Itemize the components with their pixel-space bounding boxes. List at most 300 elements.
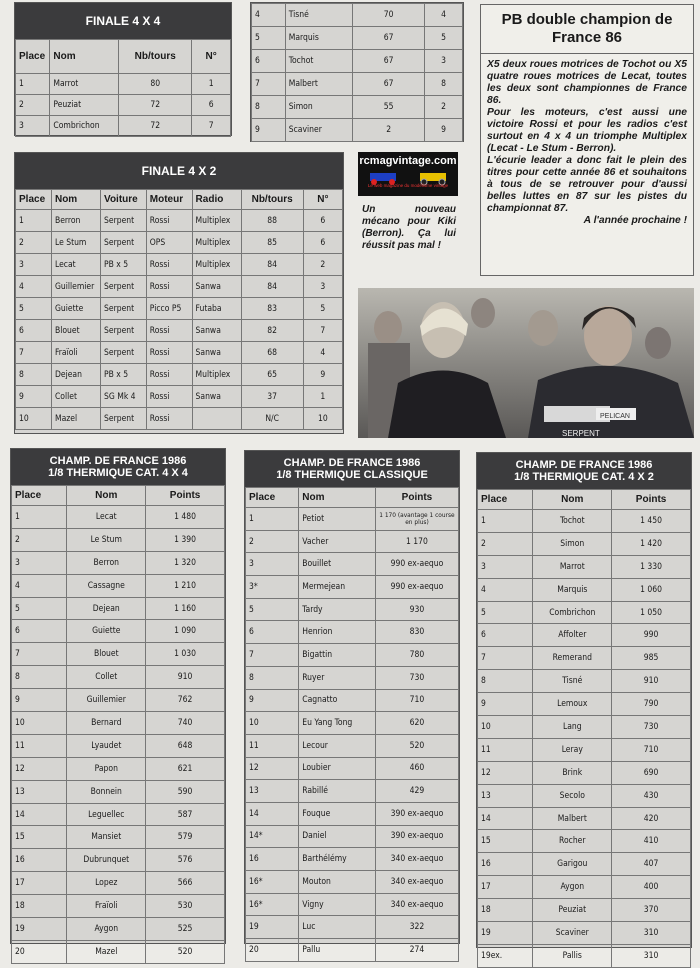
champ-classique-row [246, 644, 459, 667]
champ-4x4-cell: 16 [12, 849, 67, 872]
finale-4x2-cell: 1 [16, 210, 52, 232]
champ-4x4-row [12, 940, 225, 963]
champ-4x4-cell: 15 [12, 826, 67, 849]
finale-4x4-cont-cell: 67 [353, 50, 425, 73]
champ-4x4-cell: 590 [146, 780, 225, 803]
finale-4x4-cell: Peuziat [50, 95, 119, 116]
champ-4x2-row [478, 830, 691, 853]
finale-4x4-cont-cell: Tochot [285, 50, 353, 73]
champ-classique-cell: Mermejean [299, 576, 376, 599]
champ-4x2-cell: 2 [478, 532, 533, 555]
champ-classique-cell: 322 [375, 916, 458, 939]
finale-4x4-cont-cell: 2 [353, 119, 425, 142]
champ-4x2-cell: 19ex. [478, 944, 533, 967]
champ-classique-row [246, 508, 459, 531]
finale-4x2-cell: Sanwa [192, 386, 241, 408]
champ-classique-cell: 1 170 [375, 530, 458, 553]
champ-4x4-column-header: Nom [67, 486, 146, 506]
champ-classique-cell: 14* [246, 825, 299, 848]
champ-classique-title-line1: CHAMP. DE FRANCE 1986 [283, 457, 421, 469]
champ-classique-row [246, 576, 459, 599]
champ-4x2-cell: Secolo [533, 784, 612, 807]
champ-4x2-row [478, 601, 691, 624]
finale-4x4-cont-cell: Malbert [285, 73, 353, 96]
champ-classique-row [246, 916, 459, 939]
finale-4x4-cont-cell: Tisné [285, 4, 353, 27]
champ-4x2-cell: 410 [612, 830, 691, 853]
champ-classique-row [246, 802, 459, 825]
finale-4x4-cont-cell: 3 [425, 50, 463, 73]
finale-4x2-cell: 7 [303, 320, 342, 342]
champ-4x2-cell: 1 [478, 510, 533, 533]
caption-text: Un nouveau mécano pour Kiki (Berron). Ça lui réussit pas mal ! [362, 204, 456, 251]
champ-4x2-row [478, 510, 691, 533]
champ-4x2-row [478, 532, 691, 555]
champ-4x2-cell: 7 [478, 647, 533, 670]
champ-classique-cell: 10 [246, 712, 299, 735]
champ-classique-cell: 12 [246, 757, 299, 780]
champ-4x4-cell: Guiette [67, 620, 146, 643]
champ-4x2-cell: Combrichon [533, 601, 612, 624]
champ-4x4-title-line2: 1/8 THERMIQUE CAT. 4 X 4 [48, 467, 188, 479]
finale-4x2-cell: SG Mk 4 [101, 386, 147, 408]
finale-4x2-cell: 6 [16, 320, 52, 342]
champ-4x4-cell: Collet [67, 666, 146, 689]
champ-4x2-cell: 1 050 [612, 601, 691, 624]
champ-classique-cell: 3 [246, 553, 299, 576]
champ-4x4-row [12, 918, 225, 941]
champ-4x4-row [12, 780, 225, 803]
champ-classique-column-header: Place [246, 488, 299, 508]
finale-4x2-cell: PB x 5 [101, 254, 147, 276]
champ-4x2-cell: Tochot [533, 510, 612, 533]
finale-4x2-cell: 7 [16, 342, 52, 364]
champ-4x2-cell: 910 [612, 670, 691, 693]
champ-classique-cell: 14 [246, 802, 299, 825]
champ-classique-column-header: Points [375, 488, 458, 508]
champ-4x4-row [12, 551, 225, 574]
champ-4x4-cell: Dejean [67, 597, 146, 620]
champ-4x2-header [477, 453, 691, 489]
article-box [480, 4, 694, 276]
finale-4x4-cont-cell: Scaviner [285, 119, 353, 142]
finale-4x2-column-header: Nom [51, 190, 100, 210]
finale-4x2-cell: Collet [51, 386, 100, 408]
finale-4x2-cell: Rossi [146, 408, 192, 430]
finale-4x4-cont-row [252, 119, 463, 142]
finale-4x2-cell: Sanwa [192, 320, 241, 342]
finale-4x2-cell: 82 [241, 320, 303, 342]
champ-4x2-row [478, 922, 691, 945]
champ-4x4-cell: Bernard [67, 712, 146, 735]
finale-4x2-cell: Sanwa [192, 276, 241, 298]
champ-classique-cell: 930 [375, 598, 458, 621]
champ-4x2-cell: 730 [612, 716, 691, 739]
finale-4x4-column-header: Nb/tours [119, 40, 192, 74]
champ-classique-cell: 16* [246, 871, 299, 894]
champ-4x4-cell: 566 [146, 872, 225, 895]
finale-4x4-cont-cell: 9 [252, 119, 286, 142]
finale-4x4-cont-cell: Marquis [285, 27, 353, 50]
champ-classique-cell: Henrion [299, 621, 376, 644]
champ-4x4-cell: Berron [67, 551, 146, 574]
finale-4x2-cell: 6 [303, 232, 342, 254]
champ-classique-cell: 520 [375, 734, 458, 757]
champ-4x2-cell: Garigou [533, 853, 612, 876]
champ-4x4-cell: 1 320 [146, 551, 225, 574]
champ-4x2-cell: 11 [478, 738, 533, 761]
finale-4x4-cell: 6 [192, 95, 231, 116]
champ-4x2-row [478, 761, 691, 784]
finale-4x2-column-header: Moteur [146, 190, 192, 210]
champ-4x4-row [12, 574, 225, 597]
champ-classique-cell: 340 ex-aequo [375, 893, 458, 916]
finale-4x2-cell: Serpent [101, 342, 147, 364]
champ-classique-row [246, 825, 459, 848]
badge-text: PELICAN [600, 413, 630, 420]
champ-4x4-header-row [12, 486, 225, 506]
champ-classique-row [246, 780, 459, 803]
finale-4x2-cell: 8 [16, 364, 52, 386]
champ-4x4-row [12, 528, 225, 551]
champ-4x4-column-header: Points [146, 486, 225, 506]
champ-4x2-cell: 310 [612, 944, 691, 967]
champ-4x2-cell: Affolter [533, 624, 612, 647]
champ-classique-cell: Rabillé [299, 780, 376, 803]
champ-4x2-row [478, 555, 691, 578]
champ-4x2-cell: 8 [478, 670, 533, 693]
champ-4x2-title-line1: CHAMP. DE FRANCE 1986 [515, 459, 653, 471]
champ-classique-cell: Loubier [299, 757, 376, 780]
champ-4x4-cell: 2 [12, 528, 67, 551]
champ-classique-cell: Vigny [299, 893, 376, 916]
champ-classique-cell: 710 [375, 689, 458, 712]
champ-4x4-cell: 648 [146, 734, 225, 757]
champ-4x4-header [11, 449, 225, 485]
champ-4x2-cell: 12 [478, 761, 533, 784]
champ-4x4-cell: Fraïoli [67, 895, 146, 918]
champ-4x4-cell: 3 [12, 551, 67, 574]
champ-4x2-cell: 14 [478, 807, 533, 830]
finale-4x2-cell: OPS [146, 232, 192, 254]
finale-4x2-cell: 5 [303, 298, 342, 320]
champ-4x4-row [12, 872, 225, 895]
finale-4x4-row [16, 74, 231, 95]
finale-4x4-cont-cell: 2 [425, 96, 463, 119]
champ-classique-cell: 730 [375, 666, 458, 689]
champ-4x4-cell: 6 [12, 620, 67, 643]
finale-4x4-cont-cell: 4 [425, 4, 463, 27]
finale-4x2-cell: Futaba [192, 298, 241, 320]
champ-4x2-cell: Aygon [533, 876, 612, 899]
finale-4x2-cell: 88 [241, 210, 303, 232]
champ-4x4-cell: 11 [12, 734, 67, 757]
finale-4x2-cell: 83 [241, 298, 303, 320]
champ-4x2-cell: Malbert [533, 807, 612, 830]
finale-4x2-cell: Blouet [51, 320, 100, 342]
champ-classique-cell: 274 [375, 939, 458, 962]
champ-4x4-row [12, 895, 225, 918]
photo-caption [362, 204, 456, 274]
champ-classique-cell: 6 [246, 621, 299, 644]
champ-classique-row [246, 939, 459, 962]
finale-4x4-cont-cell: 4 [252, 4, 286, 27]
finale-4x4-cell: Combrichon [50, 116, 119, 137]
champ-4x4-table [10, 448, 226, 957]
finale-4x2-cell: Rossi [146, 320, 192, 342]
champ-4x2-row [478, 624, 691, 647]
champ-4x4-cell: 1 160 [146, 597, 225, 620]
champ-4x4-cell: 762 [146, 689, 225, 712]
champ-4x4-row [12, 620, 225, 643]
finale-4x2-cell: 5 [16, 298, 52, 320]
champ-4x2-cell: Peuziat [533, 899, 612, 922]
finale-4x2-cell: Rossi [146, 210, 192, 232]
finale-4x2-cell: Multiplex [192, 210, 241, 232]
champ-classique-cell: 13 [246, 780, 299, 803]
champ-4x2-cell: 407 [612, 853, 691, 876]
champ-4x2-cell: 420 [612, 807, 691, 830]
finale-4x2-header-row [16, 190, 343, 210]
champ-classique-cell: Lecour [299, 734, 376, 757]
champ-4x4-cell: Cassagne [67, 574, 146, 597]
finale-4x2-cell: 84 [241, 254, 303, 276]
finale-4x2-cell: Multiplex [192, 364, 241, 386]
champ-4x2-row [478, 876, 691, 899]
champ-4x2-column-header: Points [612, 490, 691, 510]
champ-4x4-cell: Guillemier [67, 689, 146, 712]
rcmagvintage-logo [358, 152, 458, 196]
champ-4x2-cell: Brink [533, 761, 612, 784]
finale-4x2-cell: Rossi [146, 342, 192, 364]
champ-classique-cell: 390 ex-aequo [375, 825, 458, 848]
article-paragraph-2: Pour les moteurs, c'est aussi une victoire Rossi et pour les radios c'est surtout en 4 x 4 un triomphe Multiplex (Lecat - Le Stum - Berron). [487, 107, 687, 154]
champ-classique-cell: 16* [246, 893, 299, 916]
champ-4x4-cell: Mansiet [67, 826, 146, 849]
champ-classique-cell: 340 ex-aequo [375, 871, 458, 894]
champ-4x4-row [12, 666, 225, 689]
finale-4x2-cell: 3 [303, 276, 342, 298]
champ-4x2-cell: 370 [612, 899, 691, 922]
champ-classique-cell: 780 [375, 644, 458, 667]
champ-4x4-cell: 1 [12, 506, 67, 529]
champ-classique-cell: 390 ex-aequo [375, 802, 458, 825]
champ-classique-cell: 460 [375, 757, 458, 780]
finale-4x2-row [16, 210, 343, 232]
champ-4x2-cell: Rocher [533, 830, 612, 853]
finale-4x2-cell: Rossi [146, 254, 192, 276]
finale-4x2-cell: Serpent [101, 408, 147, 430]
champ-classique-column-header: Nom [299, 488, 376, 508]
finale-4x2-cell: Berron [51, 210, 100, 232]
champ-4x2-cell: Lemoux [533, 693, 612, 716]
champ-classique-header-row [246, 488, 459, 508]
finale-4x2-cell [192, 408, 241, 430]
finale-4x4-cont-cell: 7 [252, 73, 286, 96]
champ-classique-cell: Daniel [299, 825, 376, 848]
finale-4x2-cell: 9 [303, 364, 342, 386]
champ-4x4-cell: 18 [12, 895, 67, 918]
finale-4x4-cont-cell: 5 [425, 27, 463, 50]
champ-classique-cell: 20 [246, 939, 299, 962]
finale-4x4-title: FINALE 4 X 4 [15, 3, 231, 39]
finale-4x2-cell: 3 [16, 254, 52, 276]
champ-classique-row [246, 734, 459, 757]
finale-4x2-cell: Guiette [51, 298, 100, 320]
champ-4x2-cell: Marquis [533, 578, 612, 601]
champ-4x4-row [12, 734, 225, 757]
champ-4x4-cell: 4 [12, 574, 67, 597]
champ-classique-row [246, 848, 459, 871]
champ-classique-row [246, 712, 459, 735]
champ-classique-row [246, 689, 459, 712]
finale-4x2-cell: Mazel [51, 408, 100, 430]
finale-4x4-cont-row [252, 27, 463, 50]
finale-4x2-cell: Serpent [101, 276, 147, 298]
champ-4x4-cell: 621 [146, 757, 225, 780]
champ-4x2-cell: 9 [478, 693, 533, 716]
champ-classique-cell: Barthélémy [299, 848, 376, 871]
champ-4x4-cell: 19 [12, 918, 67, 941]
finale-4x2-cell: Rossi [146, 386, 192, 408]
champ-4x4-cell: Blouet [67, 643, 146, 666]
champ-classique-cell: 19 [246, 916, 299, 939]
finale-4x4-cell: 72 [119, 116, 192, 137]
champ-classique-cell: Petiot [299, 508, 376, 531]
champ-4x4-cell: 5 [12, 597, 67, 620]
finale-4x2-cell: 4 [303, 342, 342, 364]
finale-4x2-cell: Sanwa [192, 342, 241, 364]
finale-4x2-row [16, 254, 343, 276]
champ-4x2-row [478, 944, 691, 967]
champ-classique-cell: Mouton [299, 871, 376, 894]
champ-classique-header [245, 451, 459, 487]
finale-4x2-cell: Serpent [101, 298, 147, 320]
champ-classique-cell: Vacher [299, 530, 376, 553]
finale-4x2-column-header: Place [16, 190, 52, 210]
champ-4x4-cell: 7 [12, 643, 67, 666]
logo-subtitle: Le web magazine du modélisme vintage [367, 183, 449, 188]
champ-4x4-cell: 10 [12, 712, 67, 735]
champ-4x2-cell: 1 420 [612, 532, 691, 555]
champ-4x2-cell: Remerand [533, 647, 612, 670]
finale-4x4-cell: 3 [16, 116, 50, 137]
champ-4x4-cell: Bonnein [67, 780, 146, 803]
finale-4x2-cell: 65 [241, 364, 303, 386]
champ-4x2-row [478, 807, 691, 830]
champ-4x4-row [12, 506, 225, 529]
champ-4x4-cell: 14 [12, 803, 67, 826]
finale-4x2-cell: Guillemier [51, 276, 100, 298]
champ-4x4-row [12, 803, 225, 826]
champ-4x4-cell: 1 390 [146, 528, 225, 551]
champ-classique-cell: Tardy [299, 598, 376, 621]
finale-4x4-cell: 2 [16, 95, 50, 116]
champ-4x2-cell: 3 [478, 555, 533, 578]
finale-4x2-cell: PB x 5 [101, 364, 147, 386]
champ-4x2-cell: 1 450 [612, 510, 691, 533]
article-paragraph-4: A l'année prochaine ! [583, 215, 687, 226]
finale-4x2-cell: 4 [16, 276, 52, 298]
champ-classique-cell: 2 [246, 530, 299, 553]
finale-4x4-continued-table [250, 2, 464, 142]
finale-4x2-cell: Multiplex [192, 254, 241, 276]
finale-4x4-row [16, 116, 231, 137]
champ-4x4-cell: 579 [146, 826, 225, 849]
finale-4x2-cell: Fraïoli [51, 342, 100, 364]
champ-classique-cell: 5 [246, 598, 299, 621]
champ-4x4-cell: Le Stum [67, 528, 146, 551]
champ-4x4-cell: Papon [67, 757, 146, 780]
finale-4x2-column-header: Nb/tours [241, 190, 303, 210]
champ-4x4-cell: 1 480 [146, 506, 225, 529]
champ-4x2-cell: 430 [612, 784, 691, 807]
champ-4x4-cell: 525 [146, 918, 225, 941]
finale-4x4-cont-cell: 55 [353, 96, 425, 119]
champ-4x4-cell: 13 [12, 780, 67, 803]
champ-classique-cell: 3* [246, 576, 299, 599]
champ-classique-row [246, 893, 459, 916]
champ-4x4-row [12, 597, 225, 620]
champ-4x2-row [478, 693, 691, 716]
champ-classique-cell: Ruyer [299, 666, 376, 689]
champ-4x2-cell: 16 [478, 853, 533, 876]
champ-4x2-cell: 5 [478, 601, 533, 624]
finale-4x4-row [16, 95, 231, 116]
finale-4x4-column-header: Nom [50, 40, 119, 74]
finale-4x2-cell: Serpent [101, 232, 147, 254]
champ-4x2-cell: 690 [612, 761, 691, 784]
finale-4x4-cont-cell: 67 [353, 73, 425, 96]
champ-classique-row [246, 871, 459, 894]
champ-classique-row [246, 598, 459, 621]
finale-4x2-cell: 68 [241, 342, 303, 364]
finale-4x4-cont-cell: 70 [353, 4, 425, 27]
article-paragraph-3: L'écurie leader a donc fait le plein des titres pour cette année 86 et souhaitons à tous de se retrouver pour d'aussi belles luttes en 87 sur les pistes du championnat 87. [487, 155, 687, 214]
champ-classique-row [246, 553, 459, 576]
finale-4x2-cell: Picco P5 [146, 298, 192, 320]
photo-image [358, 288, 694, 438]
champ-4x4-cell: 20 [12, 940, 67, 963]
champ-4x4-title-line1: CHAMP. DE FRANCE 1986 [49, 455, 187, 467]
champ-4x2-row [478, 647, 691, 670]
champ-4x2-header-row [478, 490, 691, 510]
champ-4x2-cell: Pallis [533, 944, 612, 967]
finale-4x4-cont-cell: 8 [252, 96, 286, 119]
champ-classique-row [246, 530, 459, 553]
champ-classique-cell: Eu Yang Tong [299, 712, 376, 735]
champ-classique-row [246, 757, 459, 780]
finale-4x2-cell: Serpent [101, 210, 147, 232]
finale-4x2-cell: 2 [303, 254, 342, 276]
champ-4x2-row [478, 738, 691, 761]
champ-classique-cell: Fouque [299, 802, 376, 825]
champ-4x2-title-line2: 1/8 THERMIQUE CAT. 4 X 2 [514, 471, 654, 483]
finale-4x2-column-header: N° [303, 190, 342, 210]
finale-4x2-cell: Dejean [51, 364, 100, 386]
finale-4x2-row [16, 386, 343, 408]
champ-classique-cell: 620 [375, 712, 458, 735]
finale-4x2-cell: Rossi [146, 364, 192, 386]
finale-4x2-row [16, 408, 343, 430]
champ-classique-cell: Bigattin [299, 644, 376, 667]
finale-4x4-cell: 80 [119, 74, 192, 95]
champ-classique-cell: 11 [246, 734, 299, 757]
finale-4x2-table [14, 152, 344, 434]
champ-4x2-cell: Lang [533, 716, 612, 739]
finale-4x2-cell: 10 [16, 408, 52, 430]
finale-4x4-cont-cell: Simon [285, 96, 353, 119]
